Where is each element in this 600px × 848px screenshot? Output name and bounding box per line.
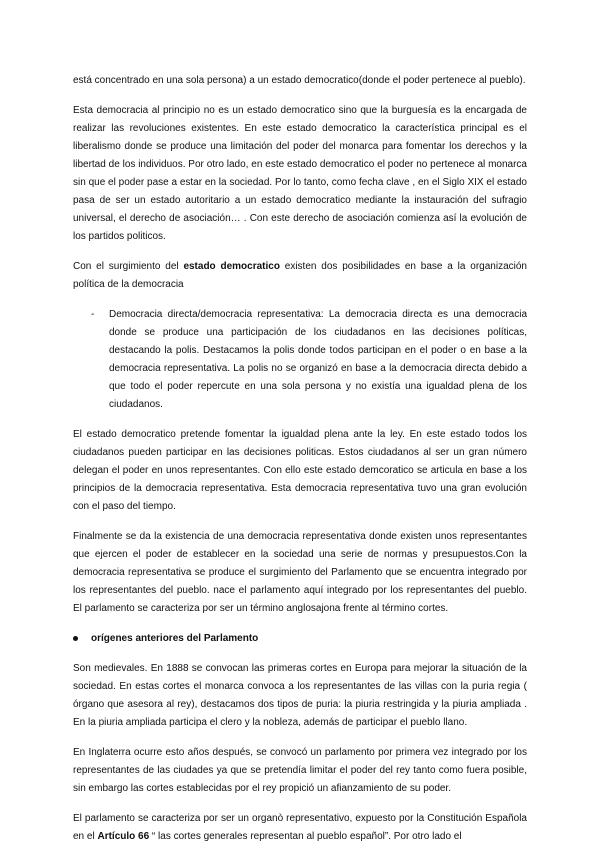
paragraph-surgimiento — [73, 258, 527, 294]
dash-marker: - — [91, 309, 95, 320]
paragraph-igualdad: El estado democratico pretende fomentar la igualdad plena ante la ley. En este estado todos los ciudadanos pueden participar en las decisiones politicas. Estos ciudadanos al ser un gran número delegan el poder en unos representantes. Con ello este estado demcoratico se articula en base a los principios de la democracia representativa. Esta democracia representativa tuvo una gran evolución con el paso del tiempo. — [73, 429, 527, 512]
paragraph-inglaterra: En Inglaterra ocurre esto años después, se convocó un parlamento por primera vez integrado por los representantes de las ciudades ya que se pretendía limitar el poder del rey tanto como fuera posible, sin embargo las cortes establecidas por el rey propició un afianzamiento de su poder. — [73, 747, 527, 794]
paragraph-continuation: está concentrado en una sola persona) a un estado democratico(donde el poder pertenece al pueblo). — [73, 75, 526, 86]
bold-term: Artículo 66 — [97, 831, 150, 842]
list-item — [91, 306, 527, 414]
paragraph-articulo — [73, 810, 527, 846]
bullet-icon — [73, 636, 78, 641]
list-item-text: Democracia directa/democracia representativa: La democracia directa es una democracia donde se produce una participación de los ciudadanos en las decisiones políticas, destacando la polis. Destacamos la polis donde todos participan en el poder o en base a la democracia representativa. La polis no se organizó en base a la democracia directa debido a que todo el poder repercute en una sola persona y no existía una igualdad plena de los ciudadanos. — [109, 309, 527, 410]
paragraph-burguesia: Esta democracia al principio no es un estado democratico sino que la burguesía es la encargada de realizar las revoluciones existentes. En este estado democratico la característica principal es el liberalismo donde se produce una limitación del poder del monarca para fomentar los derechos y la libertad de los individuos. Por otro lado, en este estado democratico el poder no pertenece al monarca sin que el poder pase a estar en la sociedad. Por lo tanto, como fecha clave , en el Siglo XIX el estado pasa de ser un estado autoritario a un estado democratico mediante la instauración del sufragio universal, el derecho de asociación… . Con este derecho de asociación comienza así la evolución de los partidos politicos. — [73, 105, 527, 242]
paragraph-medievales: Son medievales. En 1888 se convocan las primeras cortes en Europa para mejorar la situación de la sociedad. En estas cortes el monarca convoca a los representantes de las villas con la puria regia ( órgano que asesora al rey), destacamos dos tipos de puria: la piuria restringida y la piuria ampliada . En la piuria ampliada participa el clero y la nobleza, además de participar el pueblo llano. — [73, 663, 527, 728]
section-heading — [73, 630, 527, 648]
text-span: Con el surgimiento del — [73, 261, 184, 272]
text-span: “ las cortes generales representan al pueblo español”. Por otro lado el — [149, 831, 462, 842]
text-span: El parlamento se caracteriza por ser un organò representativo, expuesto por la Constitución Española en el — [73, 813, 527, 842]
paragraph-finalmente: Finalmente se da la existencia de una democracia representativa donde existen unos representantes que ejercen el poder de establecer en la sociedad una serie de normas y presupuestos.Con la democracia representativa se produce el surgimiento del Parlamento que se encuentra integrado por los representantes del pueblo. nace el parlamento aquí integrado por los representantes del pueblo. El parlamento se caracteriza por ser un término anglosajona frente al término cortes. — [73, 531, 527, 614]
dash-list — [73, 306, 527, 414]
text-span: existen dos posibilidades en base a la organización política de la democracia — [73, 261, 527, 290]
bold-term: estado democratico — [183, 261, 280, 272]
section-heading-text: orígenes anteriores del Parlamento — [91, 633, 259, 644]
